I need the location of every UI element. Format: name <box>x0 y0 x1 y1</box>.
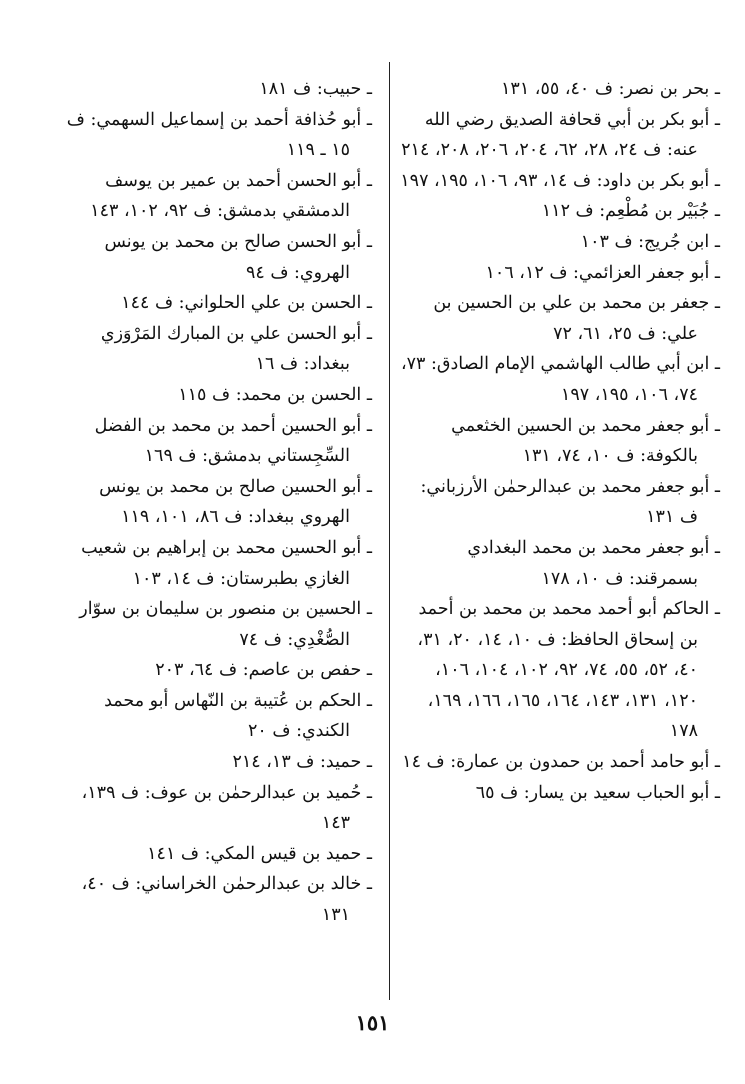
index-entry: ـ أبو جعفر محمد بن عبدالرحمٰن الأرزباني: ف ١٣١ <box>420 476 720 528</box>
index-entry: ـ جعفر بن محمد بن علي بن الحسين بن علي: ف ٢٥، ٦١، ٧٢ <box>433 293 720 344</box>
index-entry: ـ أبو الحباب سعيد بن يسار: ف ٦٥ <box>475 782 720 803</box>
index-column-right <box>398 74 720 808</box>
index-column-left <box>50 74 372 931</box>
index-entry: ـ ابن جُريج: ف ١٠٣ <box>580 231 720 252</box>
index-entry: ـ أبو الحسن علي بن المبارك المَرْوَزي ببغداد: ف ١٦ <box>100 323 372 375</box>
index-entry: ـ أبو بكر بن أبي قحافة الصديق رضي الله عنه: ف ٢٤، ٢٨، ٦٢، ٢٠٤، ٢٠٦، ٢٠٨، ٢١٤ <box>401 109 720 161</box>
index-entry: ـ حميد: ف ١٣، ٢١٤ <box>232 752 372 773</box>
index-entry: ـ أبو الحسن صالح بن محمد بن يونس الهروي: ف ٩٤ <box>104 231 372 283</box>
index-entry: ـ أبو بكر بن داود: ف ١٤، ٩٣، ١٠٦، ١٩٥، ١٩٧ <box>400 170 720 191</box>
index-entry: ـ خالد بن عبدالرحمٰن الخراساني: ف ٤٠، ١٣١ <box>81 874 372 926</box>
index-entry: ـ حميد بن قيس المكي: ف ١٤١ <box>147 843 372 864</box>
index-entry: ـ أبو جعفر محمد بن محمد البغدادي بسمرقند: ف ١٠، ١٧٨ <box>467 537 720 589</box>
index-entry: ـ أبو الحسن أحمد بن عمير بن يوسف الدمشقي بدمشق: ف ٩٢، ١٠٢، ١٤٣ <box>90 170 372 222</box>
index-entry: ـ أبو جعفر العزائمي: ف ١٢، ١٠٦ <box>485 262 720 283</box>
column-divider <box>389 62 390 1000</box>
page-number: ١٥١ <box>355 1010 390 1035</box>
index-entry: ـ الحسين بن منصور بن سليمان بن سوّار الصُّغْدِي: ف ٧٤ <box>79 599 372 650</box>
index-entry: ـ أبو جعفر محمد بن الحسين الخثعمي بالكوفة: ف ١٠، ٧٤، ١٣١ <box>451 415 720 467</box>
index-entry: ـ بحر بن نصر: ف ٤٠، ٥٥، ١٣١ <box>501 79 720 99</box>
index-entry: ـ حفص بن عاصم: ف ٦٤، ٢٠٣ <box>155 660 372 681</box>
index-entry: ـ الحسن بن علي الحلواني: ف ١٤٤ <box>121 293 372 314</box>
index-entry: ـ الحكم بن عُتيبة بن النّهاس أبو محمد الكندي: ف ٢٠ <box>104 690 372 742</box>
index-entry: ـ أبو الحسين محمد بن إبراهيم بن شعيب الغازي بطبرستان: ف ١٤، ١٠٣ <box>81 537 372 589</box>
index-entry: ـ أبو حُذافة أحمد بن إسماعيل السهمي: ف ١٥ ـ ١١٩ <box>66 109 372 161</box>
index-entry: ـ جُبَيْر بن مُطْعِم: ف ١١٢ <box>541 201 720 222</box>
index-entry: ـ حُميد بن عبدالرحمٰن بن عوف: ف ١٣٩، ١٤٣ <box>81 782 372 834</box>
index-entry: ـ ابن أبي طالب الهاشمي الإمام الصادق: ٧٣، ٧٤، ١٠٦، ١٩٥، ١٩٧ <box>401 354 720 405</box>
index-entry: ـ أبو الحسين أحمد بن محمد بن الفضل السِّجِستاني بدمشق: ف ١٦٩ <box>94 415 372 467</box>
index-entry: ـ الحاكم أبو أحمد محمد بن محمد بن أحمد بن إسحاق الحافظ: ف ١٠، ١٤، ٢٠، ٣١، ٤٠، ٥٢، ٥٥، ٧٤، ٩٢، ١٠٢، ١٠٤، ١٠٦، ١٢٠، ١٣١، ١٤٣، ١٦٤، ١٦٥، ١٦٦، ١٦٩، ١٧٨ <box>417 599 720 742</box>
index-entry: ـ حبيب: ف ١٨١ <box>259 79 372 99</box>
index-entry: ـ الحسن بن محمد: ف ١١٥ <box>178 384 372 405</box>
index-entry: ـ أبو الحسين صالح بن محمد بن يونس الهروي ببغداد: ف ٨٦، ١٠١، ١١٩ <box>99 476 372 528</box>
index-entry: ـ أبو حامد أحمد بن حمدون بن عمارة: ف ١٤ <box>402 752 720 773</box>
